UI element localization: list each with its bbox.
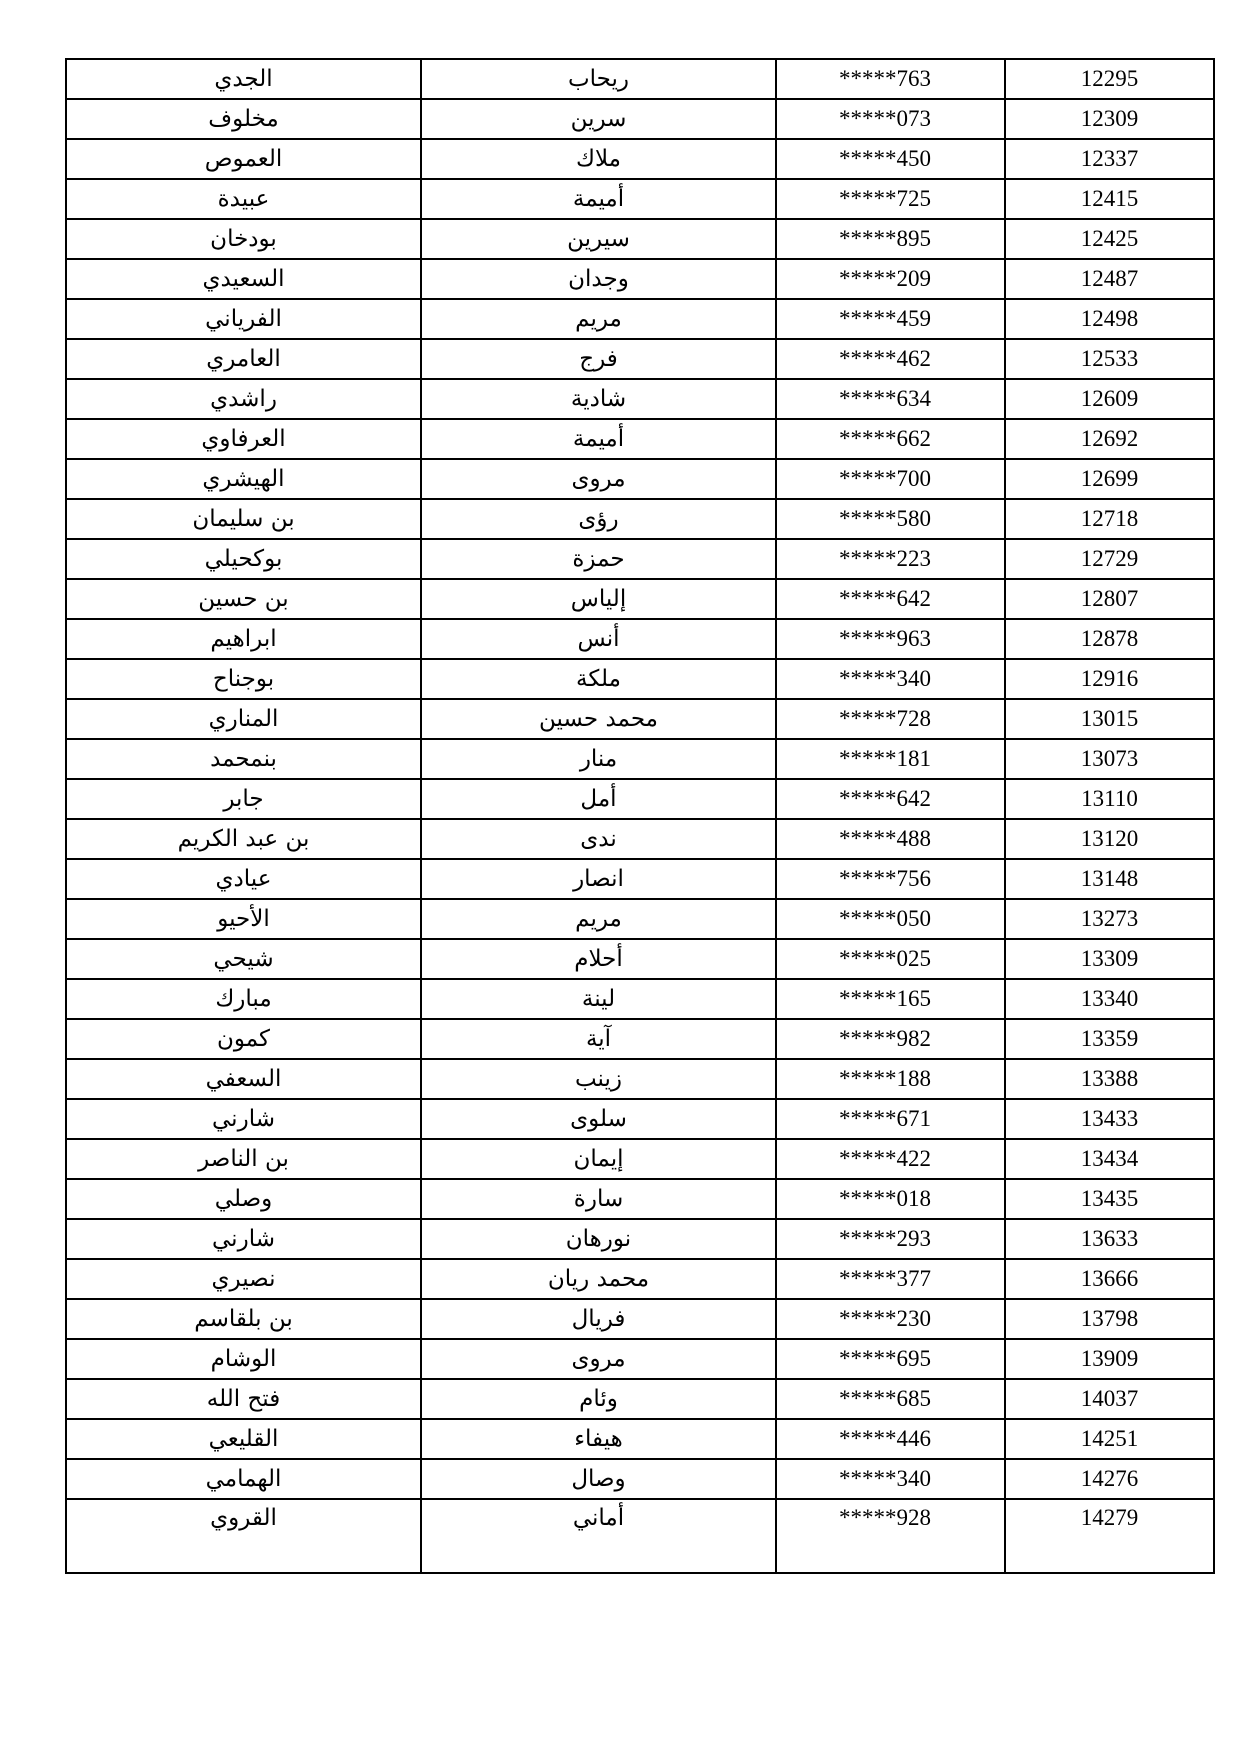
table-row	[66, 99, 1214, 139]
first-name-cell: منار	[421, 739, 776, 779]
table-row	[66, 899, 1214, 939]
first-name-cell: ملاك	[421, 139, 776, 179]
registration-number-cell: 13666	[1005, 1259, 1214, 1299]
last-name-cell: نصيري	[66, 1259, 421, 1299]
registration-number-cell: 13388	[1005, 1059, 1214, 1099]
last-name-cell: عبيدة	[66, 179, 421, 219]
first-name-cell: ريحاب	[421, 59, 776, 99]
table-row	[66, 1299, 1214, 1339]
table-row	[66, 859, 1214, 899]
table-row	[66, 1139, 1214, 1179]
registration-number-cell: 13909	[1005, 1339, 1214, 1379]
first-name-cell: أنس	[421, 619, 776, 659]
masked-id-cell: *****446	[776, 1419, 1005, 1459]
masked-id-cell: *****181	[776, 739, 1005, 779]
masked-id-cell: *****963	[776, 619, 1005, 659]
first-name-cell: حمزة	[421, 539, 776, 579]
registration-number-cell: 12415	[1005, 179, 1214, 219]
registration-number-cell: 12807	[1005, 579, 1214, 619]
masked-id-cell: *****671	[776, 1099, 1005, 1139]
masked-id-cell: *****223	[776, 539, 1005, 579]
registration-number-cell: 13433	[1005, 1099, 1214, 1139]
first-name-cell: محمد ريان	[421, 1259, 776, 1299]
masked-id-cell: *****695	[776, 1339, 1005, 1379]
table-row	[66, 499, 1214, 539]
table-row	[66, 939, 1214, 979]
first-name-cell: مريم	[421, 899, 776, 939]
registration-number-cell: 12916	[1005, 659, 1214, 699]
last-name-cell: بودخان	[66, 219, 421, 259]
first-name-cell: سيرين	[421, 219, 776, 259]
masked-id-cell: *****073	[776, 99, 1005, 139]
last-name-cell: راشدي	[66, 379, 421, 419]
masked-id-cell: *****488	[776, 819, 1005, 859]
last-name-cell: بن سليمان	[66, 499, 421, 539]
masked-id-cell: *****982	[776, 1019, 1005, 1059]
masked-id-cell: *****728	[776, 699, 1005, 739]
masked-id-cell: *****340	[776, 1459, 1005, 1499]
registration-number-cell: 13434	[1005, 1139, 1214, 1179]
first-name-cell: وجدان	[421, 259, 776, 299]
table-row	[66, 619, 1214, 659]
table-row	[66, 659, 1214, 699]
first-name-cell: انصار	[421, 859, 776, 899]
last-name-cell: بن حسين	[66, 579, 421, 619]
table-row	[66, 979, 1214, 1019]
document-page	[65, 58, 1213, 1574]
registration-number-cell: 13015	[1005, 699, 1214, 739]
first-name-cell: مروى	[421, 459, 776, 499]
masked-id-cell: *****209	[776, 259, 1005, 299]
registration-number-cell: 12498	[1005, 299, 1214, 339]
registration-number-cell: 14251	[1005, 1419, 1214, 1459]
last-name-cell: شارني	[66, 1099, 421, 1139]
last-name-cell: السعيدي	[66, 259, 421, 299]
masked-id-cell: *****725	[776, 179, 1005, 219]
table-row	[66, 1339, 1214, 1379]
masked-id-cell: *****662	[776, 419, 1005, 459]
table-row	[66, 379, 1214, 419]
registration-number-cell: 13340	[1005, 979, 1214, 1019]
masked-id-cell: *****700	[776, 459, 1005, 499]
masked-id-cell: *****230	[776, 1299, 1005, 1339]
registration-number-cell: 12609	[1005, 379, 1214, 419]
first-name-cell: أميمة	[421, 179, 776, 219]
first-name-cell: زينب	[421, 1059, 776, 1099]
table-row	[66, 59, 1214, 99]
first-name-cell: هيفاء	[421, 1419, 776, 1459]
last-name-cell: وصلي	[66, 1179, 421, 1219]
registration-number-cell: 12699	[1005, 459, 1214, 499]
masked-id-cell: *****928	[776, 1499, 1005, 1573]
registration-number-cell: 13110	[1005, 779, 1214, 819]
last-name-cell: بوجناح	[66, 659, 421, 699]
registration-number-cell: 13120	[1005, 819, 1214, 859]
last-name-cell: السعفي	[66, 1059, 421, 1099]
registration-number-cell: 12718	[1005, 499, 1214, 539]
table-row	[66, 699, 1214, 739]
last-name-cell: مخلوف	[66, 99, 421, 139]
registration-number-cell: 13273	[1005, 899, 1214, 939]
masked-id-cell: *****450	[776, 139, 1005, 179]
table-row	[66, 579, 1214, 619]
last-name-cell: الأحيو	[66, 899, 421, 939]
registration-number-cell: 12692	[1005, 419, 1214, 459]
table-row	[66, 739, 1214, 779]
masked-id-cell: *****018	[776, 1179, 1005, 1219]
table-row	[66, 179, 1214, 219]
masked-id-cell: *****462	[776, 339, 1005, 379]
registration-number-cell: 13309	[1005, 939, 1214, 979]
last-name-cell: جابر	[66, 779, 421, 819]
first-name-cell: مروى	[421, 1339, 776, 1379]
masked-id-cell: *****634	[776, 379, 1005, 419]
last-name-cell: القليعي	[66, 1419, 421, 1459]
masked-id-cell: *****422	[776, 1139, 1005, 1179]
registration-number-cell: 13073	[1005, 739, 1214, 779]
masked-id-cell: *****340	[776, 659, 1005, 699]
table-row	[66, 259, 1214, 299]
first-name-cell: إلياس	[421, 579, 776, 619]
roster-table	[65, 58, 1215, 1574]
first-name-cell: سرين	[421, 99, 776, 139]
last-name-cell: القروي	[66, 1499, 421, 1573]
masked-id-cell: *****025	[776, 939, 1005, 979]
last-name-cell: الفرياني	[66, 299, 421, 339]
masked-id-cell: *****642	[776, 779, 1005, 819]
registration-number-cell: 12487	[1005, 259, 1214, 299]
first-name-cell: أماني	[421, 1499, 776, 1573]
last-name-cell: بن الناصر	[66, 1139, 421, 1179]
table-row	[66, 1219, 1214, 1259]
masked-id-cell: *****685	[776, 1379, 1005, 1419]
masked-id-cell: *****763	[776, 59, 1005, 99]
table-row	[66, 1099, 1214, 1139]
masked-id-cell: *****377	[776, 1259, 1005, 1299]
registration-number-cell: 14279	[1005, 1499, 1214, 1573]
registration-number-cell: 12295	[1005, 59, 1214, 99]
table-row	[66, 299, 1214, 339]
table-row	[66, 339, 1214, 379]
masked-id-cell: *****756	[776, 859, 1005, 899]
last-name-cell: الوشام	[66, 1339, 421, 1379]
masked-id-cell: *****580	[776, 499, 1005, 539]
masked-id-cell: *****459	[776, 299, 1005, 339]
last-name-cell: شيحي	[66, 939, 421, 979]
registration-number-cell: 12337	[1005, 139, 1214, 179]
first-name-cell: نورهان	[421, 1219, 776, 1259]
table-row	[66, 1419, 1214, 1459]
masked-id-cell: *****188	[776, 1059, 1005, 1099]
last-name-cell: الجدي	[66, 59, 421, 99]
masked-id-cell: *****293	[776, 1219, 1005, 1259]
first-name-cell: فريال	[421, 1299, 776, 1339]
first-name-cell: سلوى	[421, 1099, 776, 1139]
masked-id-cell: *****895	[776, 219, 1005, 259]
last-name-cell: بن عبد الكريم	[66, 819, 421, 859]
table-row	[66, 779, 1214, 819]
registration-number-cell: 13798	[1005, 1299, 1214, 1339]
table-row	[66, 1259, 1214, 1299]
table-row	[66, 139, 1214, 179]
last-name-cell: الهمامي	[66, 1459, 421, 1499]
registration-number-cell: 12533	[1005, 339, 1214, 379]
first-name-cell: إيمان	[421, 1139, 776, 1179]
table-row	[66, 1379, 1214, 1419]
last-name-cell: كمون	[66, 1019, 421, 1059]
registration-number-cell: 12878	[1005, 619, 1214, 659]
table-row	[66, 1019, 1214, 1059]
table-row	[66, 1459, 1214, 1499]
registration-number-cell: 12309	[1005, 99, 1214, 139]
table-row	[66, 219, 1214, 259]
table-row	[66, 1179, 1214, 1219]
last-name-cell: بن بلقاسم	[66, 1299, 421, 1339]
last-name-cell: العرفاوي	[66, 419, 421, 459]
table-row	[66, 819, 1214, 859]
first-name-cell: آية	[421, 1019, 776, 1059]
first-name-cell: وئام	[421, 1379, 776, 1419]
table-row	[66, 459, 1214, 499]
registration-number-cell: 13633	[1005, 1219, 1214, 1259]
last-name-cell: بوكحيلي	[66, 539, 421, 579]
last-name-cell: ابراهيم	[66, 619, 421, 659]
first-name-cell: أحلام	[421, 939, 776, 979]
last-name-cell: العامري	[66, 339, 421, 379]
registration-number-cell: 14037	[1005, 1379, 1214, 1419]
registration-number-cell: 13435	[1005, 1179, 1214, 1219]
last-name-cell: المناري	[66, 699, 421, 739]
registration-number-cell: 12729	[1005, 539, 1214, 579]
first-name-cell: ملكة	[421, 659, 776, 699]
roster-table-body	[66, 59, 1214, 1573]
table-row	[66, 1059, 1214, 1099]
last-name-cell: العموص	[66, 139, 421, 179]
last-name-cell: الهيشري	[66, 459, 421, 499]
first-name-cell: سارة	[421, 1179, 776, 1219]
masked-id-cell: *****642	[776, 579, 1005, 619]
first-name-cell: لينة	[421, 979, 776, 1019]
registration-number-cell: 13359	[1005, 1019, 1214, 1059]
first-name-cell: شادية	[421, 379, 776, 419]
first-name-cell: مريم	[421, 299, 776, 339]
table-row	[66, 1499, 1214, 1573]
last-name-cell: عيادي	[66, 859, 421, 899]
table-row	[66, 419, 1214, 459]
last-name-cell: بنمحمد	[66, 739, 421, 779]
last-name-cell: فتح الله	[66, 1379, 421, 1419]
first-name-cell: أميمة	[421, 419, 776, 459]
first-name-cell: محمد حسين	[421, 699, 776, 739]
last-name-cell: شارني	[66, 1219, 421, 1259]
first-name-cell: وصال	[421, 1459, 776, 1499]
registration-number-cell: 12425	[1005, 219, 1214, 259]
registration-number-cell: 13148	[1005, 859, 1214, 899]
first-name-cell: ندى	[421, 819, 776, 859]
first-name-cell: أمل	[421, 779, 776, 819]
masked-id-cell: *****165	[776, 979, 1005, 1019]
masked-id-cell: *****050	[776, 899, 1005, 939]
first-name-cell: رؤى	[421, 499, 776, 539]
first-name-cell: فرج	[421, 339, 776, 379]
last-name-cell: مبارك	[66, 979, 421, 1019]
table-row	[66, 539, 1214, 579]
registration-number-cell: 14276	[1005, 1459, 1214, 1499]
